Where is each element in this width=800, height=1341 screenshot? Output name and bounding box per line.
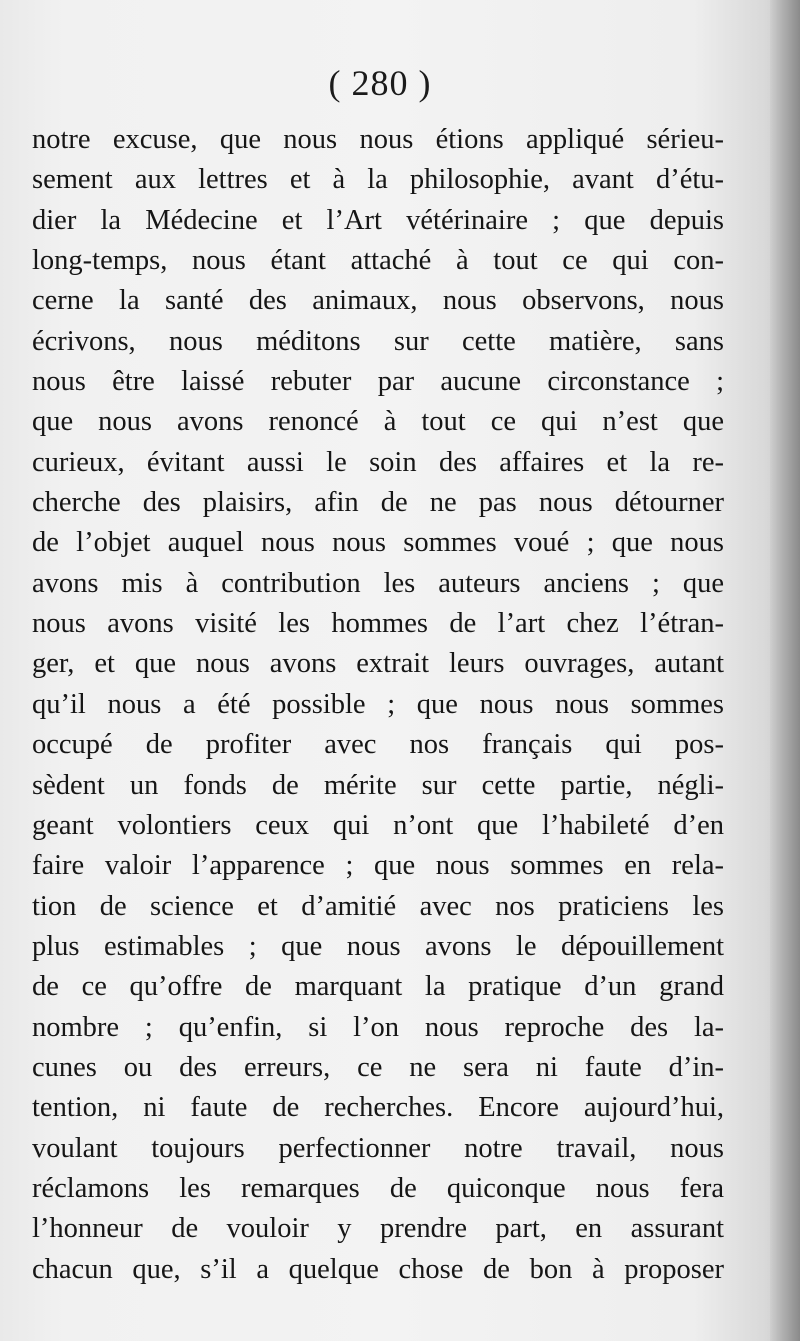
text-line: cherche des plaisirs, afin de ne pas nous détourner — [32, 487, 724, 519]
text-line: nous être laissé rebuter par aucune circonstance ; — [32, 366, 724, 398]
text-line: avons mis à contribution les auteurs anciens ; que — [32, 567, 724, 599]
text-line: long-temps, nous étant attaché à tout ce qui con- — [32, 245, 724, 277]
text-line: notre excuse, que nous nous étions appliqué sérieu- — [32, 124, 724, 155]
text-line: curieux, évitant aussi le soin des affaires et la re- — [32, 446, 724, 478]
text-line: ger, et que nous avons extrait leurs ouvrages, autant — [32, 648, 724, 680]
text-line: nous avons visité les hommes de l’art chez l’étran- — [32, 608, 724, 640]
text-line: qu’il nous a été possible ; que nous nous sommes — [32, 688, 724, 720]
text-line: voulant toujours perfectionner notre travail, nous — [32, 1132, 724, 1164]
text-line: de ce qu’offre de marquant la pratique d’un grand — [32, 971, 724, 1003]
page-body-text — [32, 120, 724, 1290]
text-line: faire valoir l’apparence ; que nous sommes en rela- — [32, 850, 724, 882]
text-line: chacun que, s’il a quelque chose de bon à proposer — [32, 1253, 724, 1285]
text-line: nombre ; qu’enfin, si l’on nous reproche des la- — [32, 1011, 724, 1043]
page-edge — [770, 0, 800, 1341]
text-line: que nous avons renoncé à tout ce qui n’est que — [32, 406, 724, 438]
text-line: sement aux lettres et à la philosophie, avant d’étu- — [32, 164, 724, 196]
text-line: l’honneur de vouloir y prendre part, en assurant — [32, 1213, 724, 1245]
text-line: écrivons, nous méditons sur cette matière, sans — [32, 325, 724, 357]
text-line: tention, ni faute de recherches. Encore aujourd’hui, — [32, 1092, 724, 1124]
text-line: de l’objet auquel nous nous sommes voué ; que nous — [32, 527, 724, 559]
text-line: dier la Médecine et l’Art vétérinaire ; que depuis — [32, 204, 724, 236]
text-line: réclamons les remarques de quiconque nous fera — [32, 1172, 724, 1204]
text-line: cunes ou des erreurs, ce ne sera ni faute d’in- — [32, 1051, 724, 1083]
page-number: ( 280 ) — [328, 63, 432, 103]
text-line: cerne la santé des animaux, nous observons, nous — [32, 285, 724, 317]
text-line: geant volontiers ceux qui n’ont que l’habileté d’en — [32, 809, 724, 841]
text-line: sèdent un fonds de mérite sur cette partie, négli- — [32, 769, 724, 801]
text-line: plus estimables ; que nous avons le dépouillement — [32, 930, 724, 962]
text-line: tion de science et d’amitié avec nos praticiens les — [32, 890, 724, 922]
text-line: occupé de profiter avec nos français qui pos- — [32, 729, 724, 761]
